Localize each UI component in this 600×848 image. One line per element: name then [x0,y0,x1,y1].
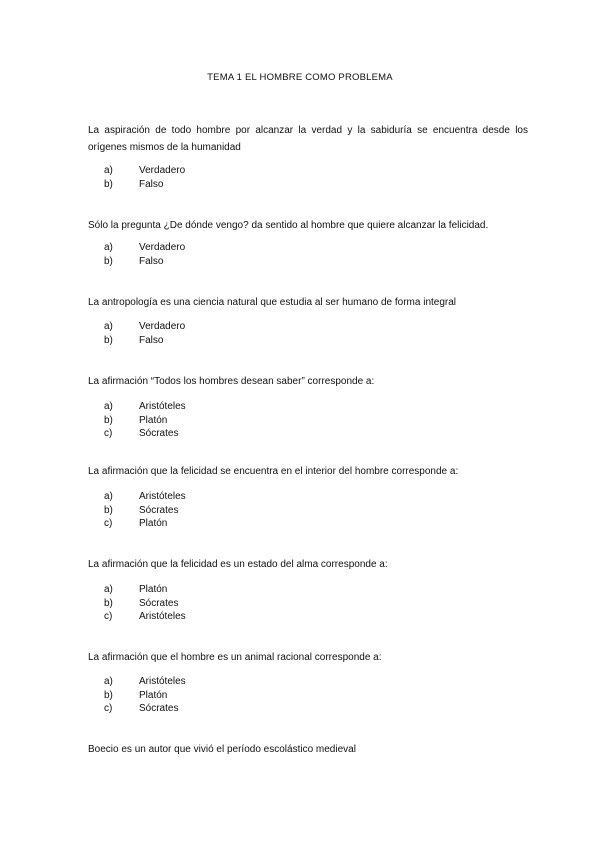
question-4-text: La afirmación “Todos los hombres desean saber” corresponde a: [88,376,375,387]
option-letter: a) [104,401,113,412]
option-letter: a) [104,491,113,502]
option-text: Falso [139,255,164,267]
option-text: Aristóteles [139,401,186,412]
option-letter: c) [104,611,113,622]
question-3-text: La antropología es una ciencia natural que estudia al ser humano de forma integral [88,297,457,308]
option-letter: a) [104,165,113,176]
option-letter: b) [104,334,113,346]
option-text: Platón [139,689,168,701]
option-text: Sócrates [139,597,179,609]
option-text: Sócrates [139,428,179,439]
option-letter: a) [104,242,113,253]
option-letter: c) [104,518,113,529]
question-1-text: La aspiración de todo hombre por alcanzar la verdad y la sabiduría se encuentra desde los orígenes mismos de la humanidad [88,125,528,153]
option-letter: c) [104,703,113,714]
option-text: Sócrates [139,703,179,714]
option-letter: b) [104,597,113,609]
option-letter: a) [104,584,113,595]
option-text: Platón [139,518,168,529]
option-letter: a) [104,321,113,332]
option-letter: a) [104,676,113,687]
option-letter: b) [104,504,113,516]
option-text: Platón [139,584,168,595]
option-text: Aristóteles [139,611,186,622]
option-text: Aristóteles [139,676,186,687]
option-letter: b) [104,689,113,701]
question-2-text: Sólo la pregunta ¿De dónde vengo? da sentido al hombre que quiere alcanzar la felicidad. [88,220,489,231]
option-text: Sócrates [139,504,179,516]
option-text: Verdadero [139,321,186,332]
option-text: Falso [139,178,164,190]
question-7-text: La afirmación que el hombre es un animal racional corresponde a: [88,652,382,663]
final-statement: Boecio es un autor que vivió el período escolástico medieval [88,744,356,755]
option-text: Falso [139,334,164,346]
option-letter: c) [104,428,113,439]
option-letter: b) [104,178,113,190]
question-5-text: La afirmación que la felicidad se encuentra en el interior del hombre corresponde a: [88,466,459,477]
option-letter: b) [104,414,113,426]
option-text: Aristóteles [139,491,186,502]
option-text: Verdadero [139,165,186,176]
question-6-text: La afirmación que la felicidad es un estado del alma corresponde a: [88,559,388,570]
page-title: TEMA 1 EL HOMBRE COMO PROBLEMA [207,72,393,83]
option-letter: b) [104,255,113,267]
option-text: Platón [139,414,168,426]
option-text: Verdadero [139,242,186,253]
